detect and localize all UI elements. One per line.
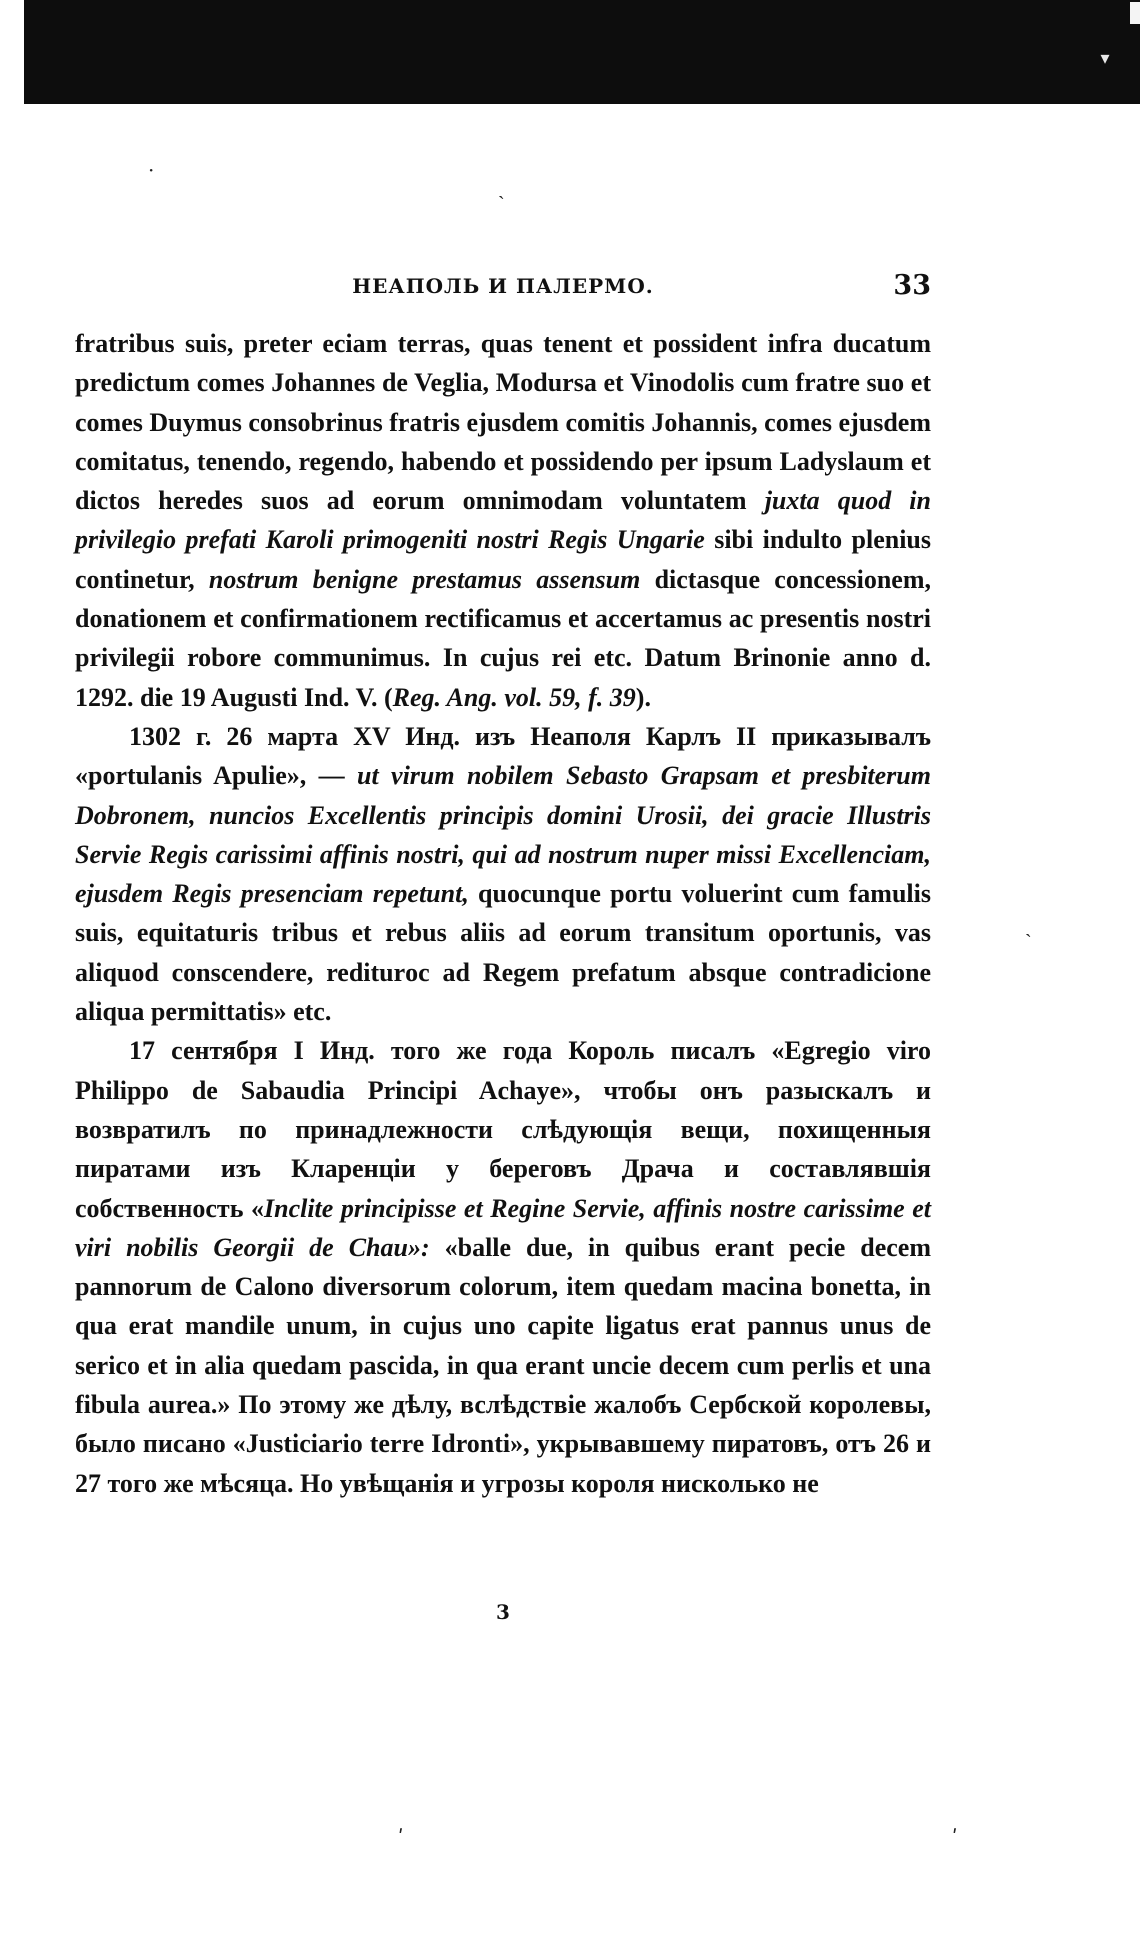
scan-speck: ʹ	[398, 1825, 404, 1849]
body-text	[75, 324, 931, 1503]
scan-speck: ˴	[498, 182, 505, 206]
scan-edge-mark: ▾	[1100, 48, 1110, 69]
paragraph-september-letter: 17 сентября I Инд. того же года Король писалъ «Egregio viro Philippo de Sabaudia Principi Achaye», чтобы онъ разыскалъ и возвратилъ по принадлежности слѣдующія вещи, похищенныя пиратами изъ Кларенціи у береговъ Драча и составлявшія собственность «Inclite principisse et Regine Servie, affinis nostre carissime et viri nobilis Georgii de Chau»: «balle due, in quibus erant pecie decem pannorum de Calono diversorum colorum, item quedam macina bonetta, in qua erat mandile unum, in cujus uno capite ligatus erat pannus unus de serico et in alia quedam pascida, in qua erant uncie decem cum perlis et una fibula aurea.» По этому же дѣлу, вслѣдствіе жалобъ Сербской королевы, было писано «Justiciario terre Idronti», укрывавшему пиратовъ, отъ 26 и 27 того же мѣсяца. Но увѣщанія и угрозы короля нисколько не	[75, 1036, 931, 1498]
scan-corner-mark	[1130, 2, 1140, 24]
scan-speck: ·	[148, 158, 155, 182]
running-head	[75, 270, 931, 310]
book-page	[75, 270, 931, 1624]
scan-speck: ʹ	[952, 1825, 958, 1849]
paragraph-latin-charter: fratribus suis, preter eciam terras, quas tenent et possident infra ducatum predictum comes Johannes de Veglia, Modursa et Vinodolis cum fratre suo et comes Duymus consobrinus fratris ejusdem comitis Johannis, comes ejusdem comitatus, tenendo, regendo, habendo et possidendo per ipsum Ladyslaum et dictos heredes suos ad eorum omnimodam voluntatem juxta quod in privilegio prefati Karoli primogeniti nostri Regis Ungarie sibi indulto plenius continetur, nostrum benigne prestamus assensum dictasque concessionem, donationem et confirmationem rectificamus et accertamus ac presentis nostri privilegii robore communimus. In cujus rei etc. Datum Brinonie anno d. 1292. die 19 Augusti Ind. V. (Reg. Ang. vol. 59, f. 39).	[75, 329, 931, 712]
paragraph-1302-order: 1302 г. 26 марта XV Инд. изъ Неаполя Карлъ II приказывалъ «portulanis Apulie», — ut virum nobilem Sebasto Grapsam et presbiterum Dobronem, nuncios Excellentis principis domini Urosii, dei gracie Illustris Servie Regis carissimi affinis nostri, qui ad nostrum nuper missi Excellenciam, ejusdem Regis presenciam repetunt, quocunque portu voluerint cum famulis suis, equitaturis tribus et rebus aliis ad eorum transitum oportunis, vas aliquod conscendere, rediturос ad Regem prefatum absque contradicione aliqua permittatis» etc.	[75, 721, 931, 1027]
running-title: НЕАПОЛЬ И ПАЛЕРМО.	[352, 274, 654, 298]
scan-speck: ˴	[1025, 920, 1032, 944]
printer-signature: 3	[496, 1600, 510, 1624]
scan-top-border	[24, 0, 1140, 104]
page-number: 33	[893, 270, 931, 301]
